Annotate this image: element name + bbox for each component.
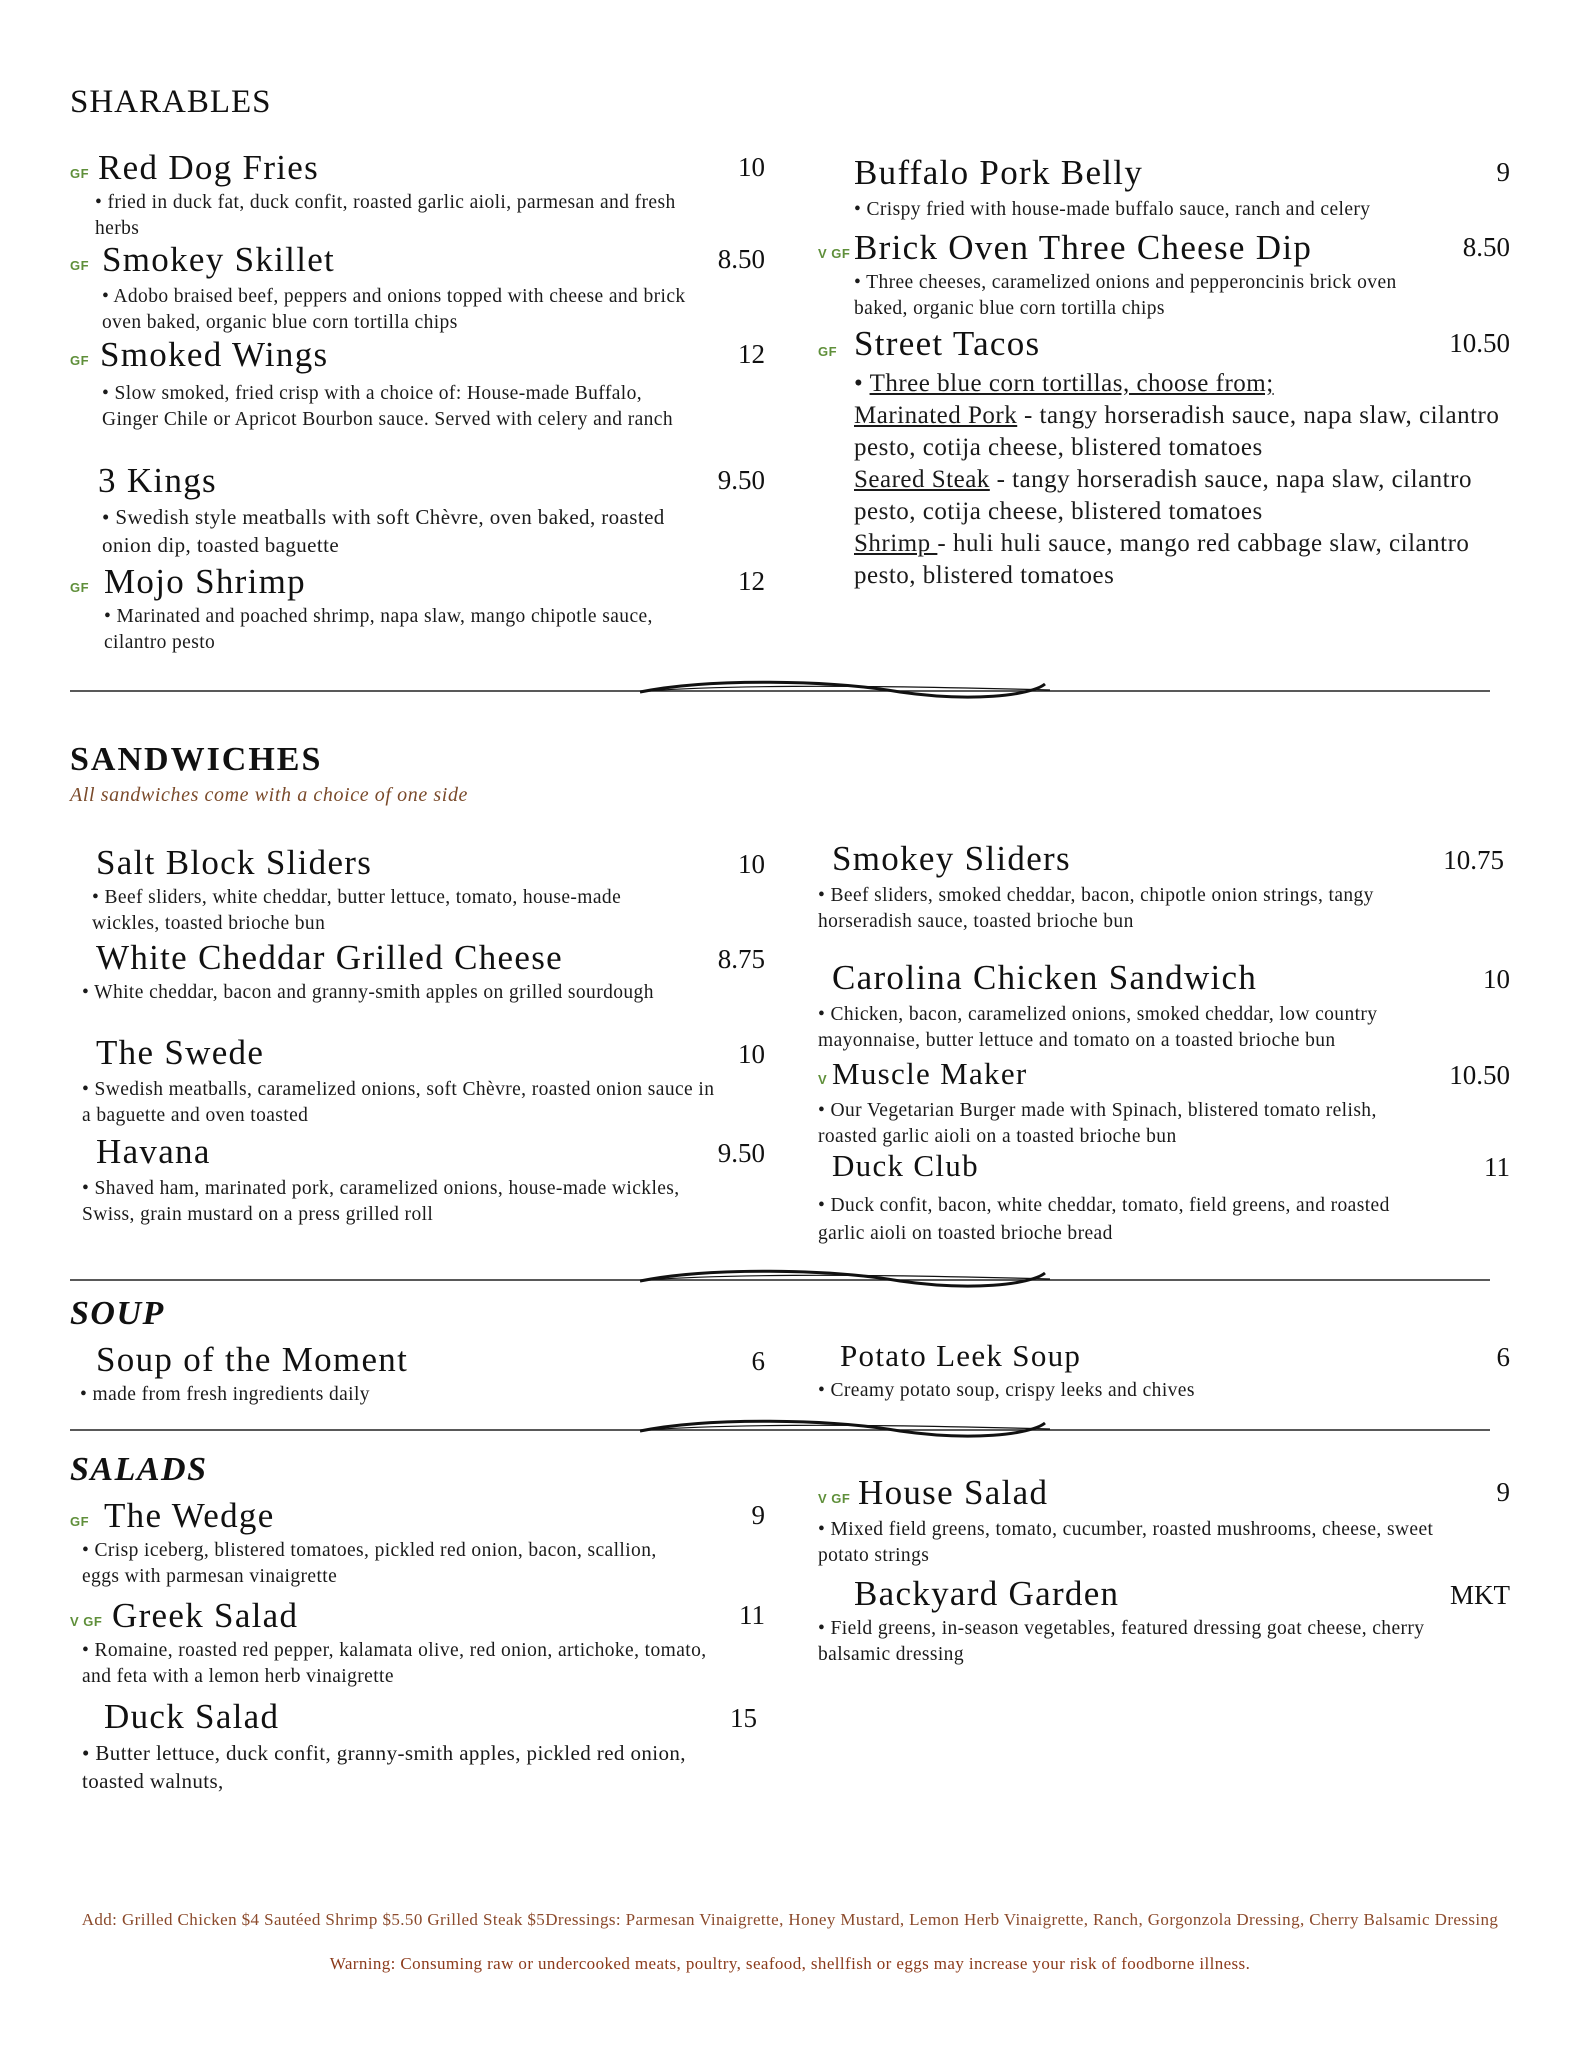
item-price: 10 xyxy=(1483,964,1510,994)
taco-option-label: Shrimp xyxy=(854,530,938,557)
item-description: • fried in duck fat, duck confit, roasted garlic aioli, parmesan and fresh herbs xyxy=(95,192,676,239)
item-price: 10.50 xyxy=(1449,328,1510,358)
tacos-intro: • Three blue corn tortillas, choose from; xyxy=(854,370,1274,397)
item-price: 15 xyxy=(730,1703,757,1733)
item-description: • Duck confit, bacon, white cheddar, tomato, field greens, and roasted garlic aioli on toasted brioche bread xyxy=(818,1195,1390,1244)
item-description: • Chicken, bacon, caramelized onions, smoked cheddar, low country mayonnaise, butter lettuce and tomato on a toasted brioche bun xyxy=(818,1004,1378,1051)
item-price: 11 xyxy=(1484,1152,1510,1182)
item-description: • made from fresh ingredients daily xyxy=(80,1384,370,1405)
item-name: 3 Kings xyxy=(98,461,217,500)
sandwiches-subtitle: All sandwiches come with a choice of one side xyxy=(70,784,469,806)
item-name: Brick Oven Three Cheese Dip xyxy=(854,228,1313,267)
item-description: • Our Vegetarian Burger made with Spinach, blistered tomato relish, roasted garlic aioli on a toasted brioche bun xyxy=(818,1100,1377,1147)
dietary-tag: GF xyxy=(70,166,90,181)
item-description: • Slow smoked, fried crisp with a choice of: House-made Buffalo, Ginger Chile or Apricot Bourbon sauce. Served with celery and ranch xyxy=(102,383,674,430)
dietary-tag: GF xyxy=(70,580,90,595)
item-description: • Swedish style meatballs with soft Chèvre, oven baked, roasted onion dip, toasted baguette xyxy=(102,505,665,557)
item-name: Backyard Garden xyxy=(854,1574,1120,1613)
item-name: Smoked Wings xyxy=(100,335,329,374)
item-price: 8.50 xyxy=(1462,232,1510,262)
item-price: 11 xyxy=(739,1600,765,1630)
item-name: The Wedge xyxy=(104,1496,275,1535)
salads-right-column xyxy=(818,0,1510,1820)
taco-option-label: Marinated Pork xyxy=(854,402,1018,429)
taco-option-desc: - huli huli sauce, mango red cabbage slaw, cilantro pesto, blistered tomatoes xyxy=(854,530,1470,589)
item-price: 12 xyxy=(738,566,765,596)
item-name: Buffalo Pork Belly xyxy=(854,153,1144,192)
item-name: Muscle Maker xyxy=(832,1056,1028,1091)
item-name: Street Tacos xyxy=(854,324,1041,363)
dietary-tag: GF xyxy=(70,1514,90,1529)
item-description: • Three cheeses, caramelized onions and pepperoncinis brick oven baked, organic blue corn tortilla chips xyxy=(854,272,1397,319)
dietary-tag: GF xyxy=(70,353,90,368)
dietary-tag: V GF xyxy=(818,246,851,261)
item-description: • Creamy potato soup, crispy leeks and chives xyxy=(818,1380,1195,1401)
sharables-title: SHARABLES xyxy=(70,84,272,120)
item-price: 8.50 xyxy=(717,244,765,274)
item-description: • Field greens, in-season vegetables, featured dressing goat cheese, cherry balsamic dressing xyxy=(818,1618,1425,1665)
item-name: Mojo Shrimp xyxy=(104,562,306,601)
item-name: The Swede xyxy=(96,1033,265,1072)
item-description: • Butter lettuce, duck confit, granny-smith apples, pickled red onion, toasted walnuts, xyxy=(82,1741,686,1793)
tacos-intro-text: Three blue corn tortillas, choose from; xyxy=(869,370,1274,397)
item-price: 9 xyxy=(1496,1477,1510,1507)
item-price: 8.75 xyxy=(717,944,765,974)
item-description: • Crispy fried with house-made buffalo sauce, ranch and celery xyxy=(854,199,1371,220)
salads-left-column xyxy=(70,0,765,1820)
item-name: Havana xyxy=(96,1132,211,1171)
item-price: MKT xyxy=(1450,1580,1510,1610)
item-description: • Beef sliders, smoked cheddar, bacon, chipotle onion strings, tangy horseradish sauce, toasted brioche bun xyxy=(818,885,1374,932)
item-price: 10 xyxy=(738,1039,765,1069)
item-description: • Romaine, roasted red pepper, kalamata olive, red onion, artichoke, tomato, and feta with a lemon herb vinaigrette xyxy=(82,1640,707,1687)
item-name: Potato Leek Soup xyxy=(840,1338,1082,1373)
taco-option-desc: - tangy horseradish sauce, napa slaw, cilantro pesto, cotija cheese, blistered tomatoes xyxy=(854,402,1500,461)
item-description: • White cheddar, bacon and granny-smith apples on grilled sourdough xyxy=(82,982,654,1003)
item-name: Carolina Chicken Sandwich xyxy=(832,958,1258,997)
item-description: • Shaved ham, marinated pork, caramelized onions, house-made wickles, Swiss, grain mustard on a press grilled roll xyxy=(82,1178,680,1225)
taco-option-desc: - tangy horseradish sauce, napa slaw, cilantro pesto, cotija cheese, blistered tomatoes xyxy=(854,466,1472,525)
item-description: • Beef sliders, white cheddar, butter lettuce, tomato, house-made wickles, toasted brioche bun xyxy=(92,887,622,934)
taco-option-label: Seared Steak xyxy=(854,466,990,493)
soup-title: SOUP xyxy=(70,1295,165,1332)
item-name: Salt Block Sliders xyxy=(96,843,373,882)
item-price: 9.50 xyxy=(717,1138,765,1168)
item-description: • Marinated and poached shrimp, napa slaw, mango chipotle sauce, cilantro pesto xyxy=(104,606,653,653)
item-price: 10 xyxy=(738,849,765,879)
item-description: • Adobo braised beef, peppers and onions topped with cheese and brick oven baked, organic blue corn tortilla chips xyxy=(102,286,686,333)
item-name: Duck Club xyxy=(832,1148,979,1183)
item-price: 9 xyxy=(1496,157,1510,187)
item-price: 10.50 xyxy=(1449,1060,1510,1090)
addons-note: Add: Grilled Chicken $4 Sautéed Shrimp $5.50 Grilled Steak $5Dressings: Parmesan Vinaigrette, Honey Mustard, Lemon Herb Vinaigrette, Ranch, Gorgonzola Dressing, Cherry Balsamic Dressing xyxy=(81,1910,1499,1929)
item-description: • Crisp iceberg, blistered tomatoes, pickled red onion, bacon, scallion, eggs with parmesan vinaigrette xyxy=(82,1540,657,1587)
salads-title: SALADS xyxy=(70,1451,208,1488)
dietary-tag: V GF xyxy=(818,1491,851,1506)
item-price: 9.50 xyxy=(717,465,765,495)
item-description: • Mixed field greens, tomato, cucumber, roasted mushrooms, cheese, sweet potato strings xyxy=(818,1519,1434,1566)
sandwiches-title: SANDWICHES xyxy=(70,741,323,778)
item-price: 6 xyxy=(751,1346,765,1376)
dietary-tag: V xyxy=(818,1072,828,1087)
item-name: Red Dog Fries xyxy=(98,148,320,187)
item-name: Smokey Skillet xyxy=(102,240,336,279)
item-name: House Salad xyxy=(858,1473,1049,1512)
item-price: 6 xyxy=(1496,1342,1510,1372)
item-price: 10.75 xyxy=(1443,845,1504,875)
item-price: 9 xyxy=(751,1500,765,1530)
item-name: Soup of the Moment xyxy=(96,1340,409,1379)
dietary-tag: V GF xyxy=(70,1614,103,1629)
item-name: Smokey Sliders xyxy=(832,839,1071,878)
item-price: 12 xyxy=(738,339,765,369)
food-safety-warning: Warning: Consuming raw or undercooked meats, poultry, seafood, shellfish or eggs may increase your risk of foodborne illness. xyxy=(329,1954,1251,1973)
dietary-tag: GF xyxy=(818,344,838,359)
item-name: White Cheddar Grilled Cheese xyxy=(96,938,563,977)
item-name: Greek Salad xyxy=(112,1596,299,1635)
item-description: • Swedish meatballs, caramelized onions, soft Chèvre, roasted onion sauce in a baguette and oven toasted xyxy=(82,1079,715,1126)
dietary-tag: GF xyxy=(70,258,90,273)
item-price: 10 xyxy=(738,152,765,182)
item-name: Duck Salad xyxy=(104,1697,280,1736)
